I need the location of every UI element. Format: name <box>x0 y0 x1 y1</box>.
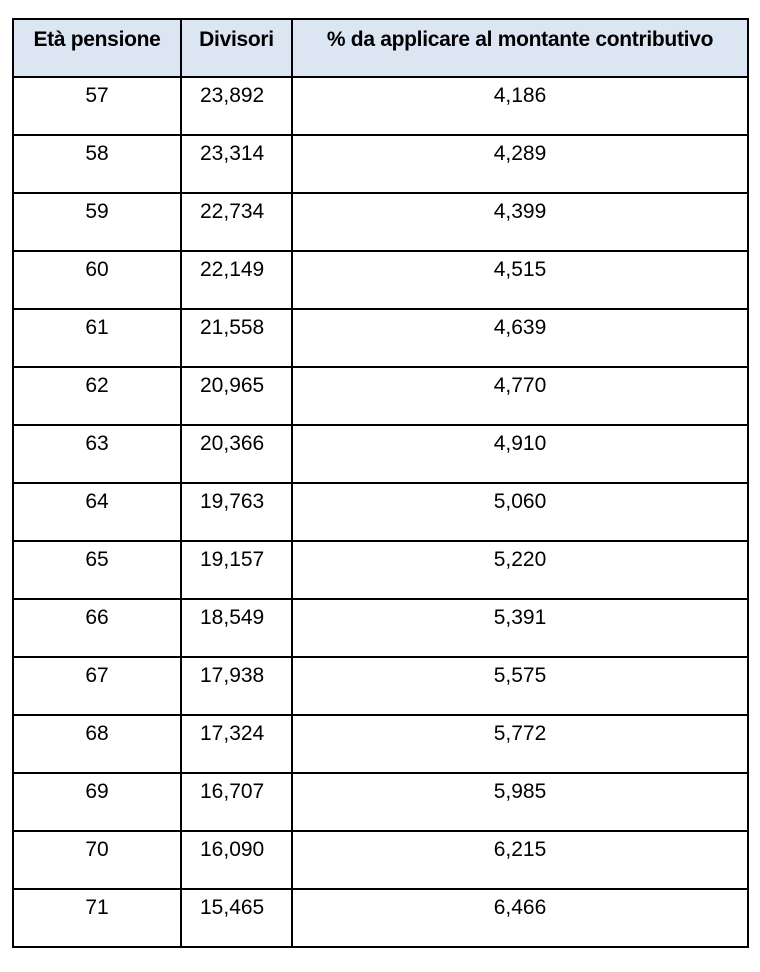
cell-eta: 65 <box>13 541 181 599</box>
cell-eta: 59 <box>13 193 181 251</box>
header-divisori: Divisori <box>181 19 292 77</box>
cell-eta: 71 <box>13 889 181 947</box>
table-row <box>13 425 748 483</box>
cell-percentuale: 5,220 <box>292 541 748 599</box>
cell-eta: 64 <box>13 483 181 541</box>
cell-eta: 67 <box>13 657 181 715</box>
cell-divisore: 16,707 <box>181 773 292 831</box>
cell-percentuale: 4,910 <box>292 425 748 483</box>
cell-eta: 57 <box>13 77 181 135</box>
cell-percentuale: 4,186 <box>292 77 748 135</box>
table-body <box>13 77 748 947</box>
header-percentuale-montante: % da applicare al montante contributivo <box>292 19 748 77</box>
cell-percentuale: 4,770 <box>292 367 748 425</box>
cell-divisore: 15,465 <box>181 889 292 947</box>
cell-divisore: 20,366 <box>181 425 292 483</box>
table-row <box>13 773 748 831</box>
table-row <box>13 251 748 309</box>
cell-divisore: 16,090 <box>181 831 292 889</box>
cell-divisore: 20,965 <box>181 367 292 425</box>
cell-percentuale: 5,985 <box>292 773 748 831</box>
header-row <box>13 19 748 77</box>
cell-divisore: 19,763 <box>181 483 292 541</box>
cell-eta: 60 <box>13 251 181 309</box>
cell-percentuale: 6,466 <box>292 889 748 947</box>
table-row <box>13 193 748 251</box>
cell-eta: 68 <box>13 715 181 773</box>
cell-eta: 61 <box>13 309 181 367</box>
table-row <box>13 657 748 715</box>
cell-percentuale: 5,060 <box>292 483 748 541</box>
table-container <box>12 18 749 948</box>
table-row <box>13 889 748 947</box>
table-header <box>13 19 748 77</box>
cell-divisore: 17,324 <box>181 715 292 773</box>
table-row <box>13 309 748 367</box>
cell-percentuale: 4,399 <box>292 193 748 251</box>
table-row <box>13 483 748 541</box>
cell-eta: 58 <box>13 135 181 193</box>
table-row <box>13 77 748 135</box>
cell-divisore: 22,734 <box>181 193 292 251</box>
table-row <box>13 715 748 773</box>
table-row <box>13 541 748 599</box>
cell-divisore: 22,149 <box>181 251 292 309</box>
cell-percentuale: 4,515 <box>292 251 748 309</box>
table-row <box>13 831 748 889</box>
cell-percentuale: 4,289 <box>292 135 748 193</box>
cell-percentuale: 5,391 <box>292 599 748 657</box>
cell-eta: 69 <box>13 773 181 831</box>
cell-eta: 66 <box>13 599 181 657</box>
cell-divisore: 21,558 <box>181 309 292 367</box>
cell-percentuale: 6,215 <box>292 831 748 889</box>
cell-divisore: 23,892 <box>181 77 292 135</box>
cell-divisore: 19,157 <box>181 541 292 599</box>
cell-divisore: 17,938 <box>181 657 292 715</box>
cell-percentuale: 5,575 <box>292 657 748 715</box>
cell-eta: 62 <box>13 367 181 425</box>
transformation-coefficients-table <box>12 18 749 948</box>
cell-percentuale: 5,772 <box>292 715 748 773</box>
cell-eta: 70 <box>13 831 181 889</box>
table-row <box>13 135 748 193</box>
table-row <box>13 367 748 425</box>
cell-divisore: 18,549 <box>181 599 292 657</box>
cell-percentuale: 4,639 <box>292 309 748 367</box>
cell-divisore: 23,314 <box>181 135 292 193</box>
table-row <box>13 599 748 657</box>
header-eta-pensione: Età pensione <box>13 19 181 77</box>
cell-eta: 63 <box>13 425 181 483</box>
